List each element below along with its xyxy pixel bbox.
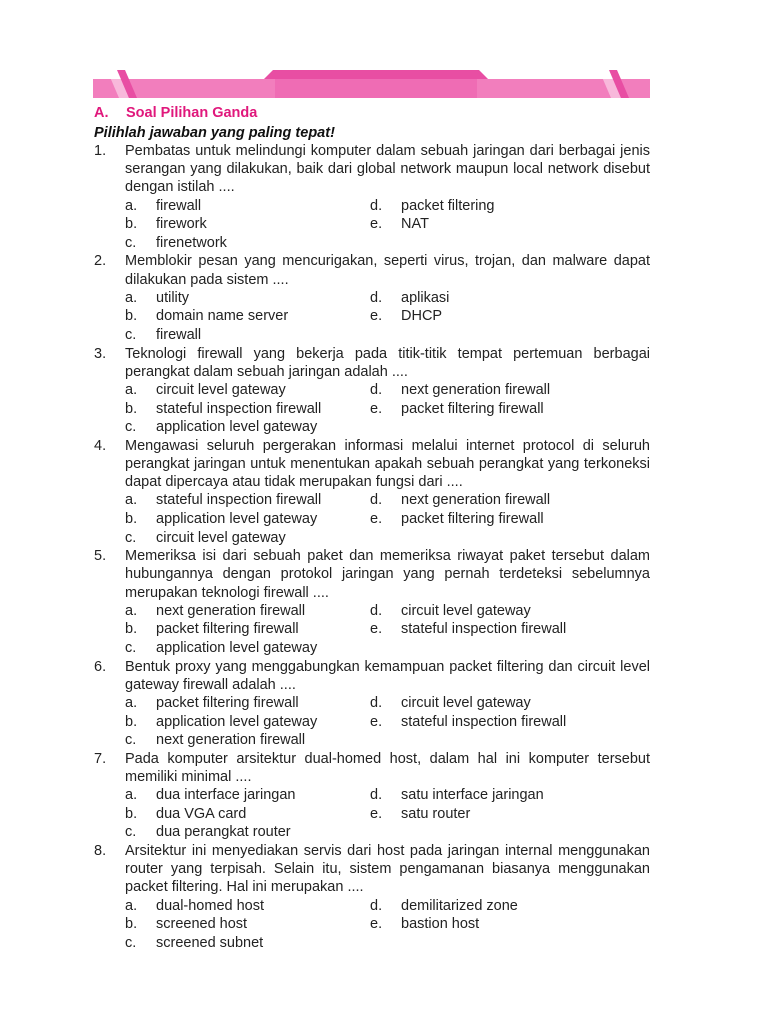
answer-options xyxy=(125,897,650,953)
option-letter: b. xyxy=(125,805,138,822)
question-text: Memeriksa isi dari sebuah paket dan memeriksa riwayat paket tersebut dalam hubungannya dengan protokol jaringan yang pernah terdeteksi sebelumnya merupakan teknologi firewall .... xyxy=(125,548,650,601)
option-text: utility xyxy=(156,289,190,306)
answer-option xyxy=(125,620,370,639)
header-banner xyxy=(93,70,650,100)
question-sheet xyxy=(94,104,650,952)
question-item xyxy=(94,142,650,252)
option-letter: e. xyxy=(370,510,383,527)
option-letter: e. xyxy=(370,400,383,417)
answer-option xyxy=(125,639,370,658)
option-text: firework xyxy=(156,216,207,233)
option-letter: a. xyxy=(125,787,138,804)
answer-options xyxy=(125,381,650,437)
answer-option xyxy=(125,602,370,621)
answer-option xyxy=(125,786,370,805)
answer-option xyxy=(125,915,370,934)
answer-option xyxy=(370,510,650,529)
answer-options xyxy=(125,289,650,345)
option-text: next generation firewall xyxy=(401,492,551,509)
answer-options xyxy=(125,602,650,658)
answer-option xyxy=(370,491,650,510)
answer-option xyxy=(125,694,370,713)
option-letter: c. xyxy=(125,732,137,749)
option-letter: e. xyxy=(370,216,383,233)
answer-option xyxy=(370,307,650,326)
answer-option xyxy=(125,731,370,750)
section-heading xyxy=(94,104,650,122)
option-letter: c. xyxy=(125,529,137,546)
answer-option xyxy=(125,897,370,916)
option-text: packet filtering xyxy=(401,197,495,214)
answer-option xyxy=(370,215,650,234)
question-list xyxy=(94,142,650,952)
answer-option xyxy=(370,289,650,308)
question-number: 4. xyxy=(94,437,107,454)
question-number: 2. xyxy=(94,253,107,270)
answer-option xyxy=(370,694,650,713)
option-text: dua perangkat router xyxy=(156,824,291,841)
question-number: 8. xyxy=(94,842,107,859)
question-number: 1. xyxy=(94,143,107,159)
option-text: application level gateway xyxy=(156,639,318,656)
answer-option xyxy=(370,620,650,639)
instruction: Pilihlah jawaban yang paling tepat! xyxy=(94,125,335,141)
option-letter: e. xyxy=(370,621,383,638)
question-item xyxy=(94,750,650,842)
option-text: dua VGA card xyxy=(156,805,247,822)
section-title: Soal Pilihan Ganda xyxy=(126,105,258,121)
option-letter: a. xyxy=(125,197,138,214)
option-text: domain name server xyxy=(156,308,289,325)
option-text: next generation firewall xyxy=(401,381,551,398)
option-text: circuit level gateway xyxy=(401,694,531,711)
option-text: firenetwork xyxy=(156,234,227,251)
option-text: stateful inspection firewall xyxy=(401,621,567,638)
option-text: next generation firewall xyxy=(156,732,306,749)
question-number: 5. xyxy=(94,548,107,565)
question-item xyxy=(94,842,650,952)
option-text: application level gateway xyxy=(156,713,318,730)
answer-options xyxy=(125,694,650,750)
answer-option xyxy=(125,713,370,732)
option-text: demilitarized zone xyxy=(401,897,518,914)
option-text: circuit level gateway xyxy=(401,602,531,619)
answer-option xyxy=(125,215,370,234)
option-text: stateful inspection firewall xyxy=(401,713,567,730)
option-text: aplikasi xyxy=(401,289,450,306)
option-text: packet filtering firewall xyxy=(156,694,299,711)
option-letter: b. xyxy=(125,400,138,417)
option-text: stateful inspection firewall xyxy=(156,492,322,509)
answer-option xyxy=(125,418,370,437)
option-text: firewall xyxy=(156,197,202,214)
question-text: Mengawasi seluruh pergerakan informasi melalui internet protocol di seluruh perangkat jaringan untuk menentukan apakah sebuah perangkat yang terkoneksi dapat dipercaya atau tidak merupakan fungsi dari .... xyxy=(125,437,650,491)
answer-option xyxy=(125,307,370,326)
answer-option xyxy=(125,326,370,345)
option-letter: b. xyxy=(125,308,138,325)
option-text: NAT xyxy=(401,216,429,233)
option-text: DHCP xyxy=(401,308,443,325)
answer-option xyxy=(370,400,650,419)
option-text: screened subnet xyxy=(156,934,264,951)
question-item xyxy=(94,345,650,437)
answer-options xyxy=(125,491,650,547)
option-letter: d. xyxy=(370,197,383,214)
question-number: 7. xyxy=(94,750,107,767)
answer-option xyxy=(370,897,650,916)
option-letter: e. xyxy=(370,308,383,325)
question-item xyxy=(94,252,650,344)
question-text: Arsitektur ini menyediakan servis dari host pada jaringan internal menggunakan router yang terpisah. Selain itu, sistem pengamanan biasanya menggunakan packet filtering. Hal ini merupakan .... xyxy=(125,842,650,896)
question-number: 3. xyxy=(94,345,107,362)
option-letter: a. xyxy=(125,381,138,398)
option-text: application level gateway xyxy=(156,510,318,527)
answer-option xyxy=(125,491,370,510)
option-letter: e. xyxy=(370,805,383,822)
answer-option xyxy=(370,915,650,934)
answer-option xyxy=(125,510,370,529)
option-text: dual-homed host xyxy=(156,897,265,914)
answer-option xyxy=(125,289,370,308)
question-item xyxy=(94,437,650,547)
option-text: circuit level gateway xyxy=(156,381,286,398)
question-item xyxy=(94,547,650,657)
option-letter: e. xyxy=(370,916,383,933)
option-letter: a. xyxy=(125,897,138,914)
option-letter: b. xyxy=(125,713,138,730)
option-text: packet filtering firewall xyxy=(401,510,544,527)
option-letter: e. xyxy=(370,713,383,730)
option-text: application level gateway xyxy=(156,419,318,436)
answer-option xyxy=(370,381,650,400)
answer-option xyxy=(125,934,370,953)
option-text: dua interface jaringan xyxy=(156,787,296,804)
option-letter: a. xyxy=(125,694,138,711)
option-letter: d. xyxy=(370,602,383,619)
answer-options xyxy=(125,786,650,842)
answer-option xyxy=(370,805,650,824)
answer-option xyxy=(370,602,650,621)
option-letter: d. xyxy=(370,492,383,509)
option-text: bastion host xyxy=(401,916,480,933)
answer-option xyxy=(370,786,650,805)
option-letter: b. xyxy=(125,916,138,933)
option-letter: a. xyxy=(125,492,138,509)
option-letter: c. xyxy=(125,934,137,951)
option-letter: d. xyxy=(370,787,383,804)
question-text: Teknologi firewall yang bekerja pada titik-titik tempat pertemuan berbagai perangkat dalam sebuah jaringan adalah .... xyxy=(125,345,650,380)
section-letter: A. xyxy=(94,105,109,121)
option-letter: c. xyxy=(125,419,137,436)
option-text: circuit level gateway xyxy=(156,529,286,546)
question-text: Pembatas untuk melindungi komputer dalam sebuah jaringan dari berbagai jenis serangan yang dilakukan, baik dari global network maupun local network disebut dengan istilah .... xyxy=(125,143,650,196)
question-text: Pada komputer arsitektur dual-homed host, dalam hal ini komputer tersebut memiliki minimal .... xyxy=(125,750,650,785)
option-text: satu router xyxy=(401,805,471,822)
answer-option xyxy=(125,381,370,400)
option-letter: c. xyxy=(125,639,137,656)
answer-option xyxy=(370,197,650,216)
option-letter: d. xyxy=(370,694,383,711)
answer-options xyxy=(125,197,650,253)
answer-option xyxy=(125,805,370,824)
answer-option xyxy=(125,197,370,216)
option-letter: a. xyxy=(125,289,138,306)
option-text: screened host xyxy=(156,916,248,933)
answer-option xyxy=(125,234,370,253)
option-text: satu interface jaringan xyxy=(401,787,544,804)
option-text: next generation firewall xyxy=(156,602,306,619)
question-item xyxy=(94,658,650,750)
option-letter: d. xyxy=(370,289,383,306)
option-letter: a. xyxy=(125,602,138,619)
answer-option xyxy=(125,823,370,842)
option-text: stateful inspection firewall xyxy=(156,400,322,417)
option-text: packet filtering firewall xyxy=(156,621,299,638)
option-letter: c. xyxy=(125,234,137,251)
question-text: Memblokir pesan yang mencurigakan, seperti virus, trojan, dan malware dapat dilakukan pada sistem .... xyxy=(125,253,650,288)
question-number: 6. xyxy=(94,658,107,675)
question-text: Bentuk proxy yang menggabungkan kemampuan packet filtering dan circuit level gateway firewall adalah .... xyxy=(125,658,650,693)
answer-option xyxy=(125,400,370,419)
option-letter: c. xyxy=(125,326,137,343)
option-letter: b. xyxy=(125,621,138,638)
option-letter: d. xyxy=(370,897,383,914)
answer-option xyxy=(370,713,650,732)
option-text: packet filtering firewall xyxy=(401,400,544,417)
option-letter: b. xyxy=(125,510,138,527)
option-text: firewall xyxy=(156,326,202,343)
option-letter: c. xyxy=(125,824,137,841)
answer-option xyxy=(125,529,370,548)
option-letter: d. xyxy=(370,381,383,398)
option-letter: b. xyxy=(125,216,138,233)
